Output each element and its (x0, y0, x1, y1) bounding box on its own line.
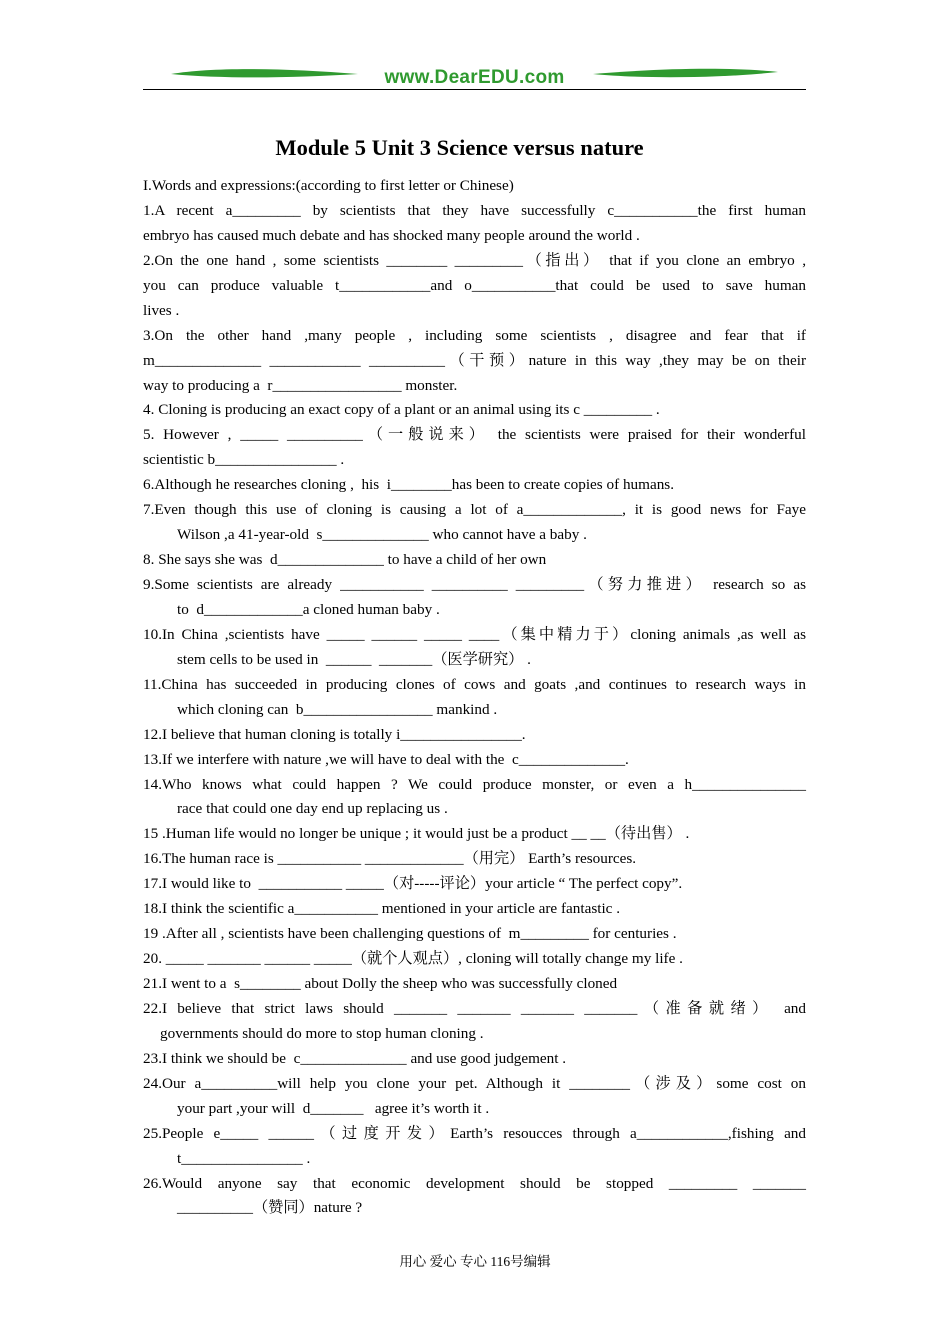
exercise-line: 16.The human race is ___________ _____________（用完） Earth’s resources. (143, 850, 637, 868)
page-footer: 用心 爱心 专心 116号编辑 (399, 1254, 551, 1269)
exercise-line: 4. Cloning is producing an exact copy of a plant or an animal using its c _________ . (143, 401, 660, 419)
site-logo[interactable]: www.DearEDU.com (384, 67, 565, 88)
exercise-line: your part ,your will d_______ agree it’s worth it . (177, 1099, 490, 1117)
exercise-line: 26.Would anyone say that economic development should be stopped _________ _______ (143, 1174, 806, 1192)
exercise-line: 21.I went to a s________ about Dolly the sheep who was successfully cloned (143, 975, 618, 992)
exercise-line: stem cells to be used in ______ _______（医学研究） . (177, 650, 531, 668)
exercise-line: 25.People e_____ ______（过度开发）Earth’s resoucces through a____________,fishing and (143, 1124, 806, 1142)
exercise-line: 15 .Human life would no longer be unique ; it would just be a product __ __（待出售） . (143, 825, 690, 843)
exercise-line: lives . (143, 301, 180, 319)
exercise-line: 9.Some scientists are already ___________ __________ _________（努力推进） research so as (143, 576, 806, 593)
exercise-line: 23.I think we should be c______________ and use good judgement . (143, 1049, 567, 1067)
site-header (143, 62, 806, 92)
exercise-line: 22.I believe that strict laws should _______ _______ _______ _______（准备就绪） and (143, 999, 806, 1017)
exercise-line: race that could one day end up replacing us . (177, 800, 448, 818)
exercise-line: 8. She says she was d______________ to have a child of her own (143, 551, 547, 569)
exercise-line: 1.A recent a_________ by scientists that they have successfully c___________the first human (143, 201, 806, 219)
exercise-line: way to producing a r_________________ monster. (143, 376, 458, 394)
header-divider (143, 89, 806, 90)
exercise-line: Wilson ,a 41-year-old s______________ who cannot have a baby . (177, 526, 587, 544)
page-title: Module 5 Unit 3 Science versus nature (275, 135, 644, 160)
exercise-line: 10.In China ,scientists have _____ ______ _____ ____（集中精力于）cloning animals ,as well as (143, 625, 806, 643)
exercise-line: m______________ ____________ __________（干预）nature in this way ,they may be on their (143, 351, 806, 369)
exercise-line: embryo has caused much debate and has shocked many people around the world . (143, 226, 640, 244)
exercise-line: 6.Although he researches cloning , his i________has been to create copies of humans. (143, 476, 674, 494)
exercise-line: 18.I think the scientific a___________ mentioned in your article are fantastic . (143, 900, 620, 918)
exercise-line: 17.I would like to ___________ _____（对-----评论）your article “ The perfect copy”. (143, 875, 683, 893)
exercise-line: to d_____________a cloned human baby . (177, 600, 440, 618)
exercise-body (143, 174, 806, 1221)
exercise-line: 11.China has succeeded in producing clones of cows and goats ,and continues to research ways in (143, 675, 806, 693)
exercise-line: 5. However , _____ __________（一般说来） the scientists were praised for their wonderful (143, 426, 806, 444)
exercise-line: 19 .After all , scientists have been challenging questions of m_________ for centuries . (143, 925, 677, 943)
exercise-line: t________________ . (177, 1149, 311, 1167)
exercise-line: you can produce valuable t____________and o___________that could be used to save human (143, 276, 806, 294)
exercise-line: 7.Even though this use of cloning is causing a lot of a_____________, it is good news for Faye (143, 501, 806, 519)
exercise-line: 14.Who knows what could happen ? We could produce monster, or even a h_______________ (143, 775, 806, 793)
exercise-line: 24.Our a__________will help you clone your pet. Although it ________（涉及）some cost on (143, 1074, 806, 1092)
exercise-line: 3.On the other hand ,many people , including some scientists , disagree and fear that if (143, 326, 806, 344)
exercise-line: 2.On the one hand , some scientists ________ _________（指出） that if you clone an embryo , (143, 251, 806, 269)
exercise-line: __________（赞同）nature ? (177, 1199, 363, 1217)
section-heading: I.Words and expressions:(according to first letter or Chinese) (143, 177, 514, 194)
exercise-line: governments should do more to stop human cloning . (160, 1024, 484, 1042)
exercise-line: scientistic b________________ . (143, 451, 345, 469)
exercise-line: which cloning can b_________________ mankind . (177, 700, 498, 718)
exercise-line: 13.If we interfere with nature ,we will have to deal with the c______________. (143, 750, 629, 768)
exercise-line: 20. _____ _______ ______ _____（就个人观点）, cloning will totally change my life . (143, 950, 683, 968)
exercise-line: 12.I believe that human cloning is totally i________________. (143, 725, 526, 743)
